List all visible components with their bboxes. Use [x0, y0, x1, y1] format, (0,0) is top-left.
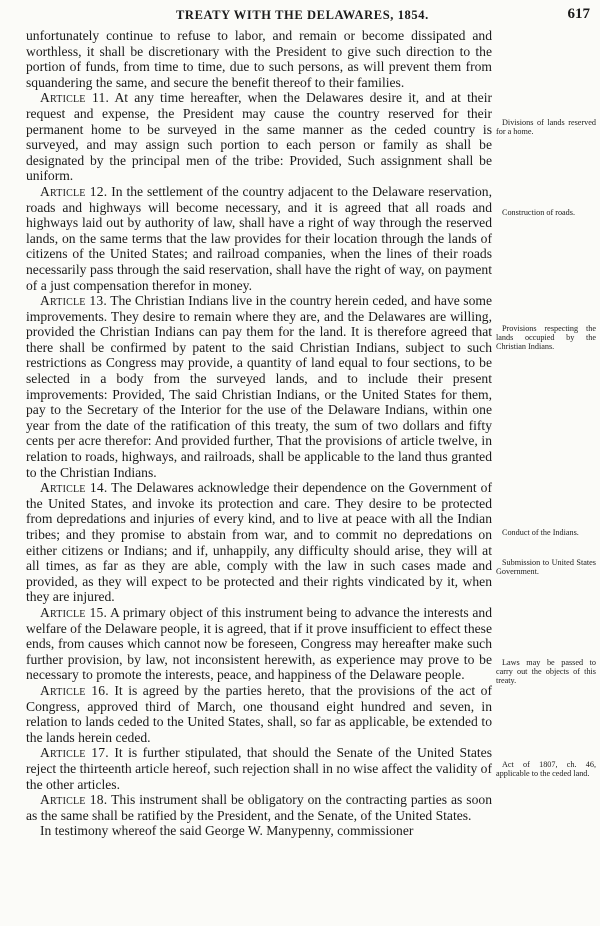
article-12-paragraph — [26, 184, 492, 293]
paragraph-text: unfortunately continue to refuse to labor, and remain or become dissipated and worthless, it shall be discretionary with the President to give such direction to the portion of funds, from time to time, due to such persons, as will prevent them from squandering the same, and secure the benefit thereof to their families. — [26, 28, 492, 90]
article-heading: Article 16. — [40, 682, 109, 698]
margin-note: Provisions respecting the lands occupied by the Christian Indians. — [496, 324, 596, 351]
article-heading: Article 18. — [40, 792, 108, 808]
article-text: A primary object of this instrument being to advance the interests and welfare of the Delaware people, it is agreed, that if it prove insufficient to effect these ends, from causes which cannot now be foreseen, Congress may hereafter make such further provision, by law, not inconsistent herewith, as experience may prove to be necessary to promote the interests, peace, and happiness of the Delaware people. — [26, 604, 492, 683]
article-text: The Delawares acknowledge their dependence on the Government of the United States, and invoke its protection and care. They desire to be protected from depredations and injuries of every kind, and to live at peace with all the Indian tribes; and they promise to abstain from war, and to commit no depredations on either citizens or Indians; and if, unhappily, any difficulty should arise, they will at all times, as far as they are able, comply with the law in such cases made and provided, as they will expect to be protected and their rights vindicated by it, when they are injured. — [26, 480, 492, 605]
article-text: This instrument shall be obligatory on the contracting parties as soon as the same shall be ratified by the President, and the Senate, of the United States. — [26, 792, 492, 823]
page-header — [0, 4, 600, 26]
testimony-paragraph — [26, 823, 492, 839]
article-13-paragraph — [26, 293, 492, 480]
article-heading: Article 14. — [40, 480, 108, 496]
running-title: TREATY WITH THE DELAWARES, 1854. — [176, 8, 429, 22]
article-text: At any time hereafter, when the Delawares desire it, and at their request and expense, the President may cause the country reserved for their permanent home to be surveyed in the same manner as the ceded country is surveyed, and may assign such portion to each person or family as shall be designated by the principal men of the tribe: Provided, Such assignment shall be uniform. — [26, 90, 492, 184]
margin-note: Divisions of lands reserved for a home. — [496, 118, 596, 136]
margin-note: Construction of roads. — [502, 208, 575, 217]
article-text: In the settlement of the country adjacent to the Delaware reservation, roads and highways will become necessary, and it is agreed that all roads and highways laid out by authority of law, shall have a right of way through the reserved lands, on the same terms that the law provides for their location through the lands of citizens of the United States; and railroad companies, when the lines of their roads necessarily pass through the said reservation, shall have the right of way, on payment of a just compensation therefor in money. — [26, 183, 492, 293]
article-text: It is further stipulated, that should the Senate of the United States reject the thirteenth article hereof, such rejection shall in no wise affect the validity of the other articles. — [26, 745, 492, 792]
page-number: 617 — [567, 6, 590, 22]
article-11-paragraph — [26, 90, 492, 184]
article-heading: Article 15. — [40, 604, 108, 620]
article-heading: Article 12. — [40, 183, 108, 199]
paragraph-continuation — [26, 28, 492, 90]
article-heading: Article 17. — [40, 745, 109, 761]
article-17-paragraph — [26, 745, 492, 792]
article-text: The Christian Indians live in the country herein ceded, and have some improvements. They desire to remain where they are, and the Delawares are willing, provided the Christian Indians can pay them for the land. It is therefore agreed that there shall be confirmed by patent to the said Christian Indians, subject to such restrictions as Congress may provide, a quantity of land equal to four sections, to be selected in a body from the surveyed lands, and to include their present improvements: Provided, The said Christian Indians, or the United States for them, pay to the Secretary of the Interior for the use of the Delaware Indians, within one year from the date of the ratification of this treaty, the sum of two dollars and fifty cents per acre therefor: And provided further, That the provisions of article twelve, in relation to roads, highways, and railroads, shall be applicable to the land thus granted to the Christian Indians. — [26, 293, 492, 480]
article-heading: Article 11. — [40, 90, 110, 106]
article-heading: Article 13. — [40, 293, 107, 309]
article-16-paragraph — [26, 683, 492, 745]
margin-note: Submission to United States Government. — [496, 558, 596, 576]
margin-note: Conduct of the Indians. — [502, 528, 579, 537]
margin-note: Laws may be passed to carry out the objects of this treaty. — [496, 658, 596, 685]
treaty-body-text — [26, 28, 492, 839]
article-text: It is agreed by the parties hereto, that the provisions of the act of Congress, approved third of March, one thousand eight hundred and seven, in relation to lands ceded to the United States, shall, so far as applicable, be extended to the lands herein ceded. — [26, 682, 492, 745]
article-14-paragraph — [26, 480, 492, 605]
article-18-paragraph — [26, 792, 492, 823]
paragraph-text: In testimony whereof the said George W. Manypenny, commissioner — [40, 823, 414, 839]
margin-note: Act of 1807, ch. 46, applicable to the ceded land. — [496, 760, 596, 778]
article-15-paragraph — [26, 605, 492, 683]
